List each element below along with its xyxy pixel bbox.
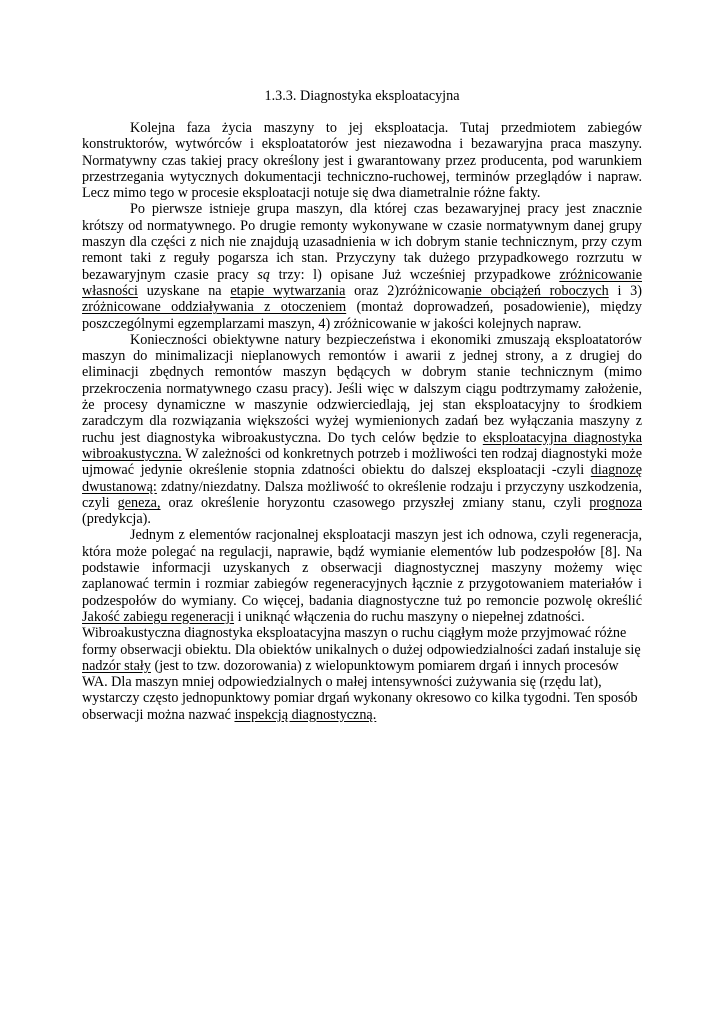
text-run: (jest to tzw. dozorowania) z wielopunktowym pomiarem drgań i innych procesów WA. Dla maszyn mniej odpowiedzialnych o małej intensywności zużywania się (rzędu lat), wystarczy często jednopunktowy pomiar drgań wykonany okresowo co kilka tygodni. Ten sposób obserwacji można nazwać — [82, 657, 638, 723]
paragraph-3 — [82, 332, 642, 528]
underlined-term: zróżnicowane oddziaływania z otoczeniem — [82, 299, 347, 316]
text-run: oraz określenie horyzontu czasowego przyszłej zmiany stanu, czyli — [160, 494, 590, 511]
underlined-term: nadzór stały — [82, 657, 151, 674]
underlined-term: eksploatacyjna diagnostyka wibroakustyczna. — [82, 429, 642, 462]
italic-word: są — [257, 266, 271, 283]
section-title: 1.3.3. Diagnostyka eksploatacyjna — [264, 88, 460, 104]
underlined-term: diagnozę dwustanową: — [82, 462, 642, 495]
text-run: i 3) — [608, 282, 642, 299]
underlined-term: nie obciążeń roboczych — [464, 282, 609, 299]
underlined-term: etapie wytwarzania — [230, 282, 346, 299]
underlined-term: prognoza — [589, 494, 642, 511]
text-run: (montaż doprowadzeń, posadowienie), między poszczególnymi egzemplarzami maszyn, 4) zróżnicowanie w jakości kolejnych napraw. — [82, 299, 643, 332]
text-run: trzy: l) opisane Już wcześniej przypadkowe — [270, 266, 560, 283]
text-run: oraz 2)zróżnicowa — [345, 282, 465, 299]
paragraph-5 — [82, 625, 642, 723]
text-run: Po pierwsze istnieje grupa maszyn, dla której czas bezawaryjnej pracy jest znacznie krótszy od normatywnego. Po drugie remonty wykonywane w czasie normatywnym danej grupy maszyn dla części z nich nie znajdują uzasadnienia w ich dobrym stanie technicznym, przy czym remont taki z reguły pogarsza ich stan. Przyczyny tak dużego przypadkowego rozrzutu w bezawaryjnym czasie pracy — [82, 201, 642, 283]
paragraph-2 — [82, 201, 642, 331]
text-run: i uniknąć włączenia do ruchu maszyny o niepełnej zdatności. — [234, 608, 585, 625]
underlined-term: Jakość zabiegu regeneracji — [82, 608, 235, 625]
paragraph-4 — [82, 527, 642, 625]
underlined-term: geneza, — [117, 494, 161, 511]
text-run: Wibroakustyczna diagnostyka eksploatacyjna maszyn o ruchu ciągłym może przyjmować różne formy obserwacji obiektu. Dla obiektów unikalnych o dużej odpowiedzialności zadań instaluje się — [82, 625, 641, 658]
underlined-term: zróżnicowanie własności — [82, 266, 642, 299]
text-run: W zależności od konkretnych potrzeb i możliwości ten rodzaj diagnostyki może ujmować jedynie określenie stopnia zdatności obiektu do dalszej eksploatacji -czyli — [82, 445, 642, 479]
paragraph-1: Kolejna faza życia maszyny to jej eksploatacja. Tutaj przedmiotem zabiegów konstruktorów, wytwórców i eksploatatorów jest niezawodna i bezawaryjna praca maszyny. Normatywny czas takiej pracy określony jest i gwarantowany przez producenta, pod warunkiem przestrzegania wytycznych dokumentacji techniczno-ruchowej, terminów przeglądów i napraw. Lecz mimo tego w procesie eksploatacji notuje się dwa diametralnie różne fakty. — [82, 120, 642, 202]
underlined-term: inspekcją diagnostyczną. — [234, 706, 377, 723]
text-run: Konieczności obiektywne natury bezpieczeństwa i ekonomiki zmuszają eksploatatorów maszyn do minimalizacji nieplanowych remontów i awarii z jednej strony, a z drugiej do eliminacji zbędnych remontów maszyn będących w dobrym stanie technicznym (mimo przekroczenia normatywnego czasu pracy). Jeśli więc w dalszym ciągu podtrzymamy założenie, że procesy dynamiczne w maszynie odzwierciedlają, jej stan eksploatacyjny to środkiem zaradczym dla rozwiązania większości wyżej wymienionych zadań bez wyłączania maszyny z ruchu jest diagnostyka wibroakustyczna. Do tych celów będzie to — [82, 331, 642, 446]
text-run: zdatny/niezdatny. Dalsza możliwość to określenie rodzaju i przyczyny uszkodzenia, czyli — [82, 478, 642, 511]
text-run: uzyskane na — [137, 282, 231, 299]
document-body — [82, 120, 642, 723]
text-run: Jednym z elementów racjonalnej eksploatacji maszyn jest ich odnowa, czyli regeneracja, która może polegać na regulacji, naprawie, bądź wymianie elementów lub podzespołów [8]. Na podstawie informacji uzyskanych z obserwacji diagnostycznej maszyny możemy więc zaplanować termin i rozmiar zabiegów regeneracyjnych łącznie z przygotowaniem materiałów i podzespołów do wymiany. Co więcej, badania diagnostyczne tuż po remoncie pozwolę określić — [82, 527, 642, 609]
text-run: (predykcja). — [82, 511, 151, 528]
